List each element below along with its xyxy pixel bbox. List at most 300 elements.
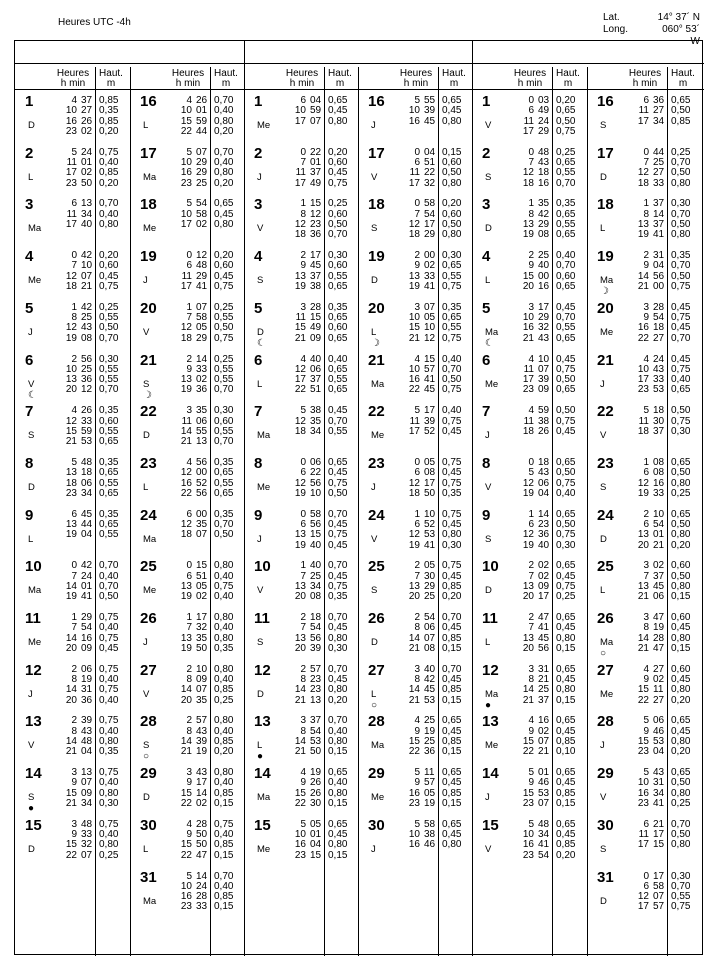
day-number: 21 [597,351,614,369]
tide-minute: 00 [196,467,208,479]
tide-minute: 50 [310,746,322,758]
tide-height: 0,40 [556,487,576,499]
tide-height: 0,30 [328,642,348,654]
tide-minute: 35 [196,694,208,706]
day-number: 7 [25,403,34,421]
tide-hour: 18 [408,229,420,241]
tide-minute: 06 [81,663,93,675]
tide-minute: 24 [653,353,665,365]
tide-height: 0,60 [328,208,348,220]
tide-height: 0,65 [442,767,462,779]
tide-minute: 54 [653,312,665,324]
tide-height: 0,15 [442,694,462,706]
tide-height: 0,45 [556,674,576,685]
tide-height: 0,65 [328,363,348,375]
tide-minute: 42 [81,301,93,313]
tide-height: 0,45 [442,829,462,841]
tide-height: 0,55 [556,167,576,179]
tide-minute: 42 [538,208,550,220]
day-number: 5 [25,299,34,317]
time-height-separator [324,67,325,956]
tide-minute: 22 [310,467,322,479]
day-number: 14 [482,765,499,783]
tide-hour: 0 [186,560,192,572]
tide-height: 0,80 [671,684,691,696]
tide-hour: 0 [300,146,306,158]
tide-height: 0,65 [442,715,462,727]
tide-hour: 17 [408,177,420,189]
tide-height: 0,80 [214,560,234,572]
tide-hour: 7 [186,312,192,324]
tide-height: 0,80 [328,115,348,127]
tide-minute: 37 [653,425,665,437]
day-number: 8 [254,454,263,472]
tide-height: 0,65 [556,715,576,727]
tide-minute: 18 [653,405,665,417]
tide-height: 0,55 [328,270,348,282]
column-header-haut: Haut. [214,68,238,79]
tide-minute: 43 [81,322,93,334]
tide-hour: 6 [528,518,534,530]
tide-minute: 28 [653,632,665,644]
tide-height: 0,60 [328,260,348,272]
day-number: 6 [25,351,34,369]
tide-height: 0,80 [671,787,691,799]
tide-minute: 25 [538,250,550,262]
tide-height: 0,45 [328,539,348,551]
tide-height: 0,50 [671,167,691,179]
tide-hour: 14 [408,632,420,644]
weekday-label: J [371,120,376,131]
tide-minute: 39 [424,415,436,427]
tide-height: 0,50 [328,219,348,230]
tide-minute: 29 [81,612,93,623]
tide-minute: 36 [538,529,550,541]
day-number: 16 [597,93,614,110]
tide-height: 0,85 [99,167,119,179]
tide-hour: 7 [300,570,306,582]
weekday-label: V [600,430,607,442]
tide-height: 0,15 [671,591,691,603]
tide-hour: 15 [637,736,649,747]
weekday-label: L [600,585,606,597]
tide-minute: 07 [196,301,208,313]
tide-minute: 45 [538,632,550,644]
tide-hour: 2 [528,250,534,262]
tide-minute: 13 [81,767,93,779]
tide-minute: 53 [81,436,93,448]
day-number: 3 [482,196,491,214]
tide-height: 0,35 [671,250,691,262]
tide-hour: 8 [186,725,192,737]
tide-minute: 40 [310,353,322,365]
weekday-label: S [257,637,264,648]
tide-height: 0,60 [442,208,462,220]
tide-hour: 5 [300,405,306,417]
tide-height: 0,45 [671,301,691,313]
tide-height: 0,75 [442,508,462,520]
tide-minute: 25 [81,312,93,324]
tide-hour: 22 [294,798,306,809]
tide-minute: 42 [424,674,436,685]
tide-hour: 20 [180,694,192,706]
weekday-label: V [485,481,492,493]
tide-height: 0,40 [214,725,234,737]
tide-minute: 40 [310,560,322,572]
tide-height: 0,45 [328,674,348,685]
tide-height: 0,35 [99,746,119,758]
weekday-label: V [257,585,264,597]
tide-hour: 0 [643,870,649,882]
half-month-divider [358,67,359,956]
tide-height: 0,45 [556,301,576,313]
tide-hour: 5 [414,95,420,106]
tide-height: 0,65 [328,312,348,324]
tide-height: 0,15 [671,642,691,654]
tide-hour: 16 [408,787,420,799]
weekday-label: Me [371,792,385,804]
tide-hour: 8 [71,725,77,737]
tide-hour: 18 [65,477,77,489]
tide-height: 0,75 [442,281,462,292]
tide-minute: 27 [653,663,665,675]
tide-minute: 15 [196,560,208,572]
tide-height: 0,25 [99,301,119,313]
tide-hour: 19 [522,487,534,499]
tide-height: 0,75 [556,125,576,137]
tide-minute: 50 [81,177,93,189]
tide-minute: 33 [196,901,208,913]
tide-minute: 04 [81,529,93,541]
tide-hour: 2 [186,715,192,727]
tide-height: 0,35 [99,508,119,520]
tide-height: 0,40 [99,674,119,685]
weekday-label: J [28,326,33,338]
tide-minute: 17 [538,591,550,603]
column-header-haut: Haut. [671,68,695,79]
day-number: 10 [482,558,499,576]
tide-hour: 10 [637,363,649,375]
day-number: 15 [482,816,499,834]
tide-hour: 14 [294,684,306,696]
tide-hour: 12 [522,167,534,179]
tide-minute: 40 [538,260,550,272]
tide-hour: 5 [643,715,649,727]
tide-height: 0,25 [214,301,234,313]
tide-hour: 1 [71,612,77,623]
tide-minute: 49 [538,105,550,117]
tide-minute: 22 [310,146,322,158]
tide-minute: 04 [653,260,665,272]
tide-height: 0,70 [671,880,691,892]
tide-hour: 21 [637,591,649,603]
tide-minute: 58 [196,312,208,324]
moon-phase-icon: ● [485,699,492,711]
day-number: 17 [368,144,385,162]
tide-height: 0,75 [99,715,119,727]
day-number: 26 [368,610,385,627]
tide-height: 0,70 [556,177,576,189]
tide-hour: 13 [294,529,306,541]
weekday-label: Me [257,843,271,855]
tide-minute: 10 [538,353,550,365]
tide-height: 0,20 [671,539,691,551]
tide-hour: 16 [408,839,420,851]
tide-minute: 13 [196,436,208,448]
tide-hour: 20 [294,591,306,603]
tide-minute: 26 [538,425,550,437]
tide-minute: 34 [538,829,550,841]
weekday-label: J [371,481,376,493]
tide-minute: 47 [653,612,665,623]
tide-height: 0,40 [99,725,119,737]
tide-minute: 49 [310,322,322,334]
tide-height: 0,40 [99,777,119,789]
day-number: 29 [140,765,157,783]
day-number: 7 [254,403,263,421]
column-header-hmin: h min [175,78,201,89]
tide-minute: 07 [538,798,550,809]
weekday-label: J [143,637,148,648]
tide-height: 0,40 [99,829,119,841]
tide-minute: 34 [310,580,322,592]
tide-minute: 30 [653,415,665,427]
tide-hour: 9 [300,260,306,272]
tide-height: 0,20 [214,177,234,189]
tide-minute: 02 [81,167,93,179]
tide-minute: 13 [310,694,322,706]
day-number: 22 [368,403,385,421]
tide-hour: 15 [65,425,77,437]
tide-minute: 05 [424,456,436,468]
tide-minute: 17 [196,777,208,789]
tide-minute: 06 [310,456,322,468]
tide-minute: 15 [653,839,665,851]
tide-minute: 26 [310,787,322,799]
tide-minute: 16 [538,281,550,292]
day-number: 15 [25,816,42,834]
tide-hour: 3 [186,767,192,779]
tide-minute: 27 [653,105,665,117]
tide-minute: 46 [653,725,665,737]
tide-height: 0,50 [671,219,691,230]
tide-minute: 07 [196,684,208,696]
header-rule-top [15,63,704,64]
tide-minute: 29 [196,157,208,168]
tide-hour: 19 [180,642,192,654]
tide-minute: 44 [653,146,665,158]
tide-minute: 21 [653,818,665,830]
tide-height: 0,75 [99,281,119,292]
tide-hour: 13 [180,374,192,386]
tide-height: 0,20 [214,125,234,137]
tide-hour: 4 [186,818,192,830]
tide-minute: 06 [653,591,665,603]
tide-hour: 13 [637,580,649,592]
tide-minute: 37 [538,694,550,706]
day-number: 24 [368,506,385,524]
tide-minute: 07 [81,270,93,282]
tide-hour: 6 [414,518,420,530]
tide-height: 0,55 [442,270,462,282]
tide-height: 0,40 [442,353,462,365]
tide-hour: 13 [522,580,534,592]
weekday-label: D [600,895,607,907]
tide-hour: 3 [300,301,306,313]
tide-minute: 02 [196,591,208,603]
tide-hour: 14 [522,684,534,696]
tide-height: 0,45 [556,425,576,437]
tide-height: 0,15 [442,146,462,158]
tide-height: 0,25 [99,849,119,861]
tide-hour: 12 [180,322,192,334]
day-number: 8 [482,454,491,472]
tide-minute: 02 [538,560,550,572]
tide-minute: 43 [538,332,550,344]
day-number: 4 [25,248,34,266]
tide-height: 0,55 [328,425,348,437]
weekday-label: S [257,275,264,287]
tide-hour: 4 [528,353,534,365]
tide-height: 0,75 [99,632,119,644]
tide-minute: 53 [310,736,322,747]
tide-height: 0,50 [671,829,691,841]
tide-height: 0,15 [214,798,234,809]
tide-hour: 11 [638,829,649,841]
weekday-label: J [600,378,605,390]
tide-hour: 8 [71,674,77,685]
moon-phase-icon: ☽ [371,337,380,349]
tide-minute: 56 [196,456,208,468]
tide-height: 0,20 [671,694,691,706]
tide-height: 0,65 [556,229,576,241]
tide-hour: 18 [522,425,534,437]
tide-height: 0,40 [214,880,234,892]
weekday-label: Me [28,275,42,287]
day-number: 28 [368,713,385,731]
tide-minute: 57 [196,715,208,727]
tide-height: 0,75 [556,477,576,489]
tide-height: 0,30 [442,539,462,551]
tide-height: 0,15 [442,798,462,809]
tide-minute: 09 [538,580,550,592]
tide-hour: 19 [294,487,306,499]
tide-hour: 7 [414,570,420,582]
tide-minute: 21 [538,674,550,685]
tide-hour: 9 [300,777,306,789]
tide-hour: 8 [528,674,534,685]
tide-hour: 2 [643,250,649,262]
tide-height: 0,45 [328,405,348,417]
tide-minute: 45 [81,508,93,520]
tide-minute: 04 [653,746,665,758]
tide-minute: 39 [310,642,322,654]
tide-height: 0,15 [328,746,348,758]
day-number: 19 [140,248,157,266]
day-number: 29 [368,765,385,783]
tide-height: 0,85 [556,839,576,851]
tide-height: 0,50 [442,374,462,386]
half-month-divider [130,67,131,956]
tide-hour: 12 [522,529,534,541]
tide-height: 0,45 [556,622,576,634]
tide-hour: 22 [65,849,77,861]
tide-height: 0,25 [556,146,576,158]
tide-minute: 02 [424,260,436,272]
tide-height: 0,85 [99,115,119,127]
column-header-heures: Heures [628,68,662,79]
tide-height: 0,80 [214,167,234,179]
tide-height: 0,70 [99,560,119,572]
day-number: 11 [25,610,41,627]
tide-hour: 14 [180,684,192,696]
tide-hour: 1 [528,198,534,210]
tide-minute: 36 [310,229,322,241]
tide-height: 0,45 [442,570,462,582]
tide-height: 0,20 [99,125,119,137]
tide-minute: 58 [196,208,208,220]
tide-height: 0,65 [99,467,119,479]
column-header-hmin: h min [289,78,315,89]
tide-hour: 5 [643,767,649,779]
tide-height: 0,70 [328,612,348,623]
tide-minute: 24 [196,880,208,892]
tide-hour: 22 [408,746,420,758]
tide-height: 0,15 [328,798,348,809]
day-number: 15 [254,816,271,834]
tide-minute: 43 [653,767,665,779]
tide-minute: 40 [310,539,322,551]
tide-height: 0,70 [442,612,462,623]
tide-hour: 19 [522,229,534,241]
tide-height: 0,65 [671,767,691,779]
tide-hour: 10 [65,105,77,117]
tide-hour: 1 [643,198,649,210]
moon-phase-icon: ○ [371,699,378,711]
tide-hour: 23 [637,384,649,396]
tide-hour: 2 [186,353,192,365]
tide-hour: 19 [522,539,534,551]
tide-minute: 25 [538,684,550,696]
tide-minute: 53 [424,529,436,541]
tide-height: 0,70 [328,508,348,520]
tide-minute: 53 [653,384,665,396]
tide-hour: 12 [65,415,77,427]
tide-hour: 2 [186,663,192,675]
day-number: 4 [482,248,491,266]
tide-minute: 18 [81,467,93,479]
tide-minute: 14 [653,208,665,220]
tide-minute: 06 [196,415,208,427]
weekday-label: Ma [143,533,157,545]
tide-height: 0,35 [99,405,119,417]
tide-hour: 15 [522,736,534,747]
tide-minute: 25 [424,736,436,747]
tide-minute: 56 [538,642,550,654]
tide-minute: 07 [538,363,550,375]
tide-hour: 0 [71,250,77,262]
tide-minute: 43 [196,767,208,779]
tide-height: 0,50 [99,591,119,603]
tide-minute: 07 [538,736,550,747]
tide-height: 0,70 [214,384,234,396]
tide-hour: 4 [643,663,649,675]
tide-hour: 12 [408,477,420,489]
tide-hour: 15 [637,684,649,696]
day-number: 14 [254,765,271,783]
tide-height: 0,80 [328,632,348,644]
tide-minute: 44 [81,518,93,530]
